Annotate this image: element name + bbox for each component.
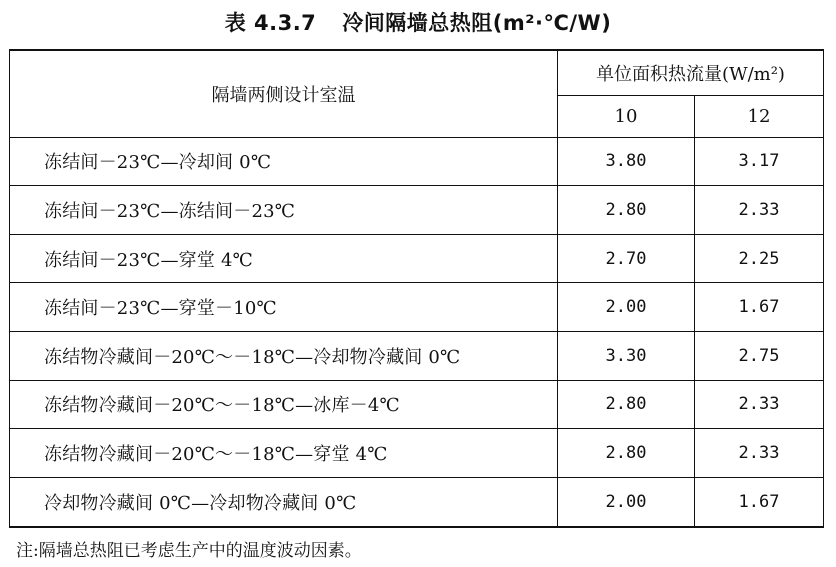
table-number: 表 4.3.7 [224, 11, 317, 35]
table-row [10, 137, 824, 186]
row-label: 冻结物冷藏间－20℃～－18℃—穿堂 4℃ [10, 429, 558, 478]
cell-value-10: 2.70 [558, 234, 695, 283]
row-label: 冻结物冷藏间－20℃～－18℃—冰库－4℃ [10, 380, 558, 429]
cell-value-12: 2.33 [695, 429, 824, 478]
row-header-design-temperature: 隔墙两侧设计室温 [10, 50, 558, 137]
cell-value-10: 2.80 [558, 429, 695, 478]
table-row [10, 234, 824, 283]
cell-value-12: 1.67 [695, 477, 824, 527]
row-label: 冻结物冷藏间－20℃～－18℃—冷却物冷藏间 0℃ [10, 332, 558, 381]
table-row [10, 380, 824, 429]
row-label: 冻结间－23℃—冻结间－23℃ [10, 186, 558, 235]
header-flux-12: 12 [695, 95, 824, 137]
cell-value-12: 3.17 [695, 137, 824, 186]
cell-value-10: 3.30 [558, 332, 695, 381]
row-label: 冻结间－23℃—冷却间 0℃ [10, 137, 558, 186]
cell-value-10: 2.00 [558, 283, 695, 332]
cell-value-10: 2.00 [558, 477, 695, 527]
row-label: 冻结间－23℃—穿堂 4℃ [10, 234, 558, 283]
row-label: 冷却物冷藏间 0℃—冷却物冷藏间 0℃ [10, 477, 558, 527]
cell-value-12: 2.25 [695, 234, 824, 283]
table-row [10, 429, 824, 478]
cell-value-12: 2.33 [695, 186, 824, 235]
table-row [10, 332, 824, 381]
table-title [0, 7, 836, 37]
thermal-resistance-table [9, 49, 824, 528]
header-heat-flux: 单位面积热流量(W/m²) [558, 50, 824, 95]
cell-value-12: 2.75 [695, 332, 824, 381]
cell-value-12: 2.33 [695, 380, 824, 429]
cell-value-12: 1.67 [695, 283, 824, 332]
table-row [10, 186, 824, 235]
table-row [10, 283, 824, 332]
cell-value-10: 2.80 [558, 380, 695, 429]
cell-value-10: 2.80 [558, 186, 695, 235]
table-row [10, 477, 824, 527]
header-flux-10: 10 [558, 95, 695, 137]
row-label: 冻结间－23℃—穿堂－10℃ [10, 283, 558, 332]
table-caption: 冷间隔墙总热阻(m²·℃/W) [342, 11, 612, 35]
cell-value-10: 3.80 [558, 137, 695, 186]
table-note: 注:隔墙总热阻已考虑生产中的温度波动因素。 [16, 541, 362, 561]
